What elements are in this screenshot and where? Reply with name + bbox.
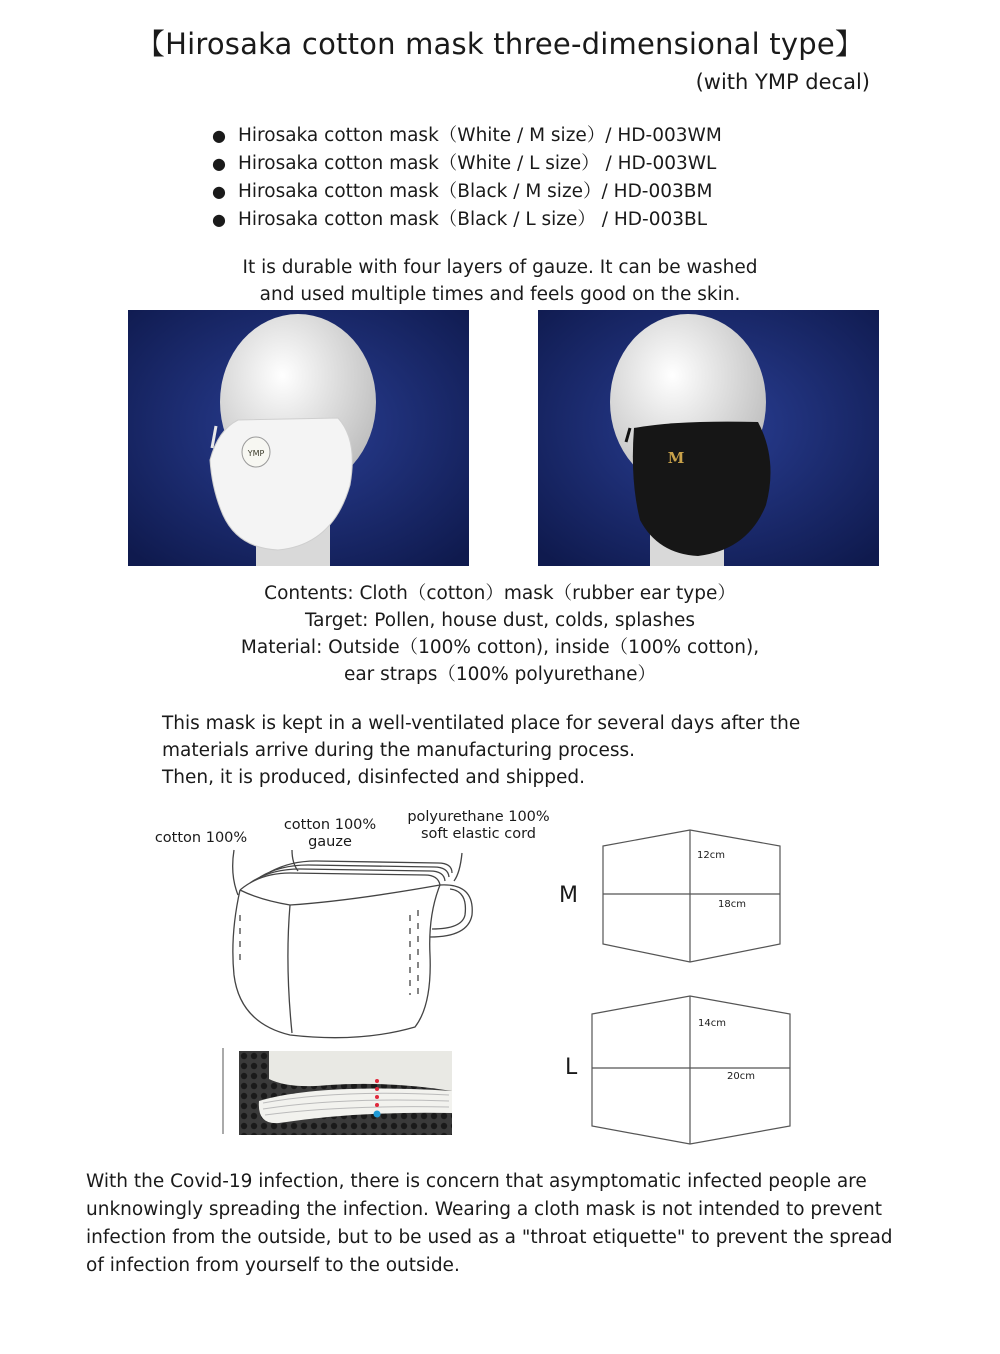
label-cord-line2: soft elastic cord (420, 826, 536, 842)
bullet-icon: ● (212, 182, 226, 201)
notice-line: This mask is kept in a well-ventilated place for several days after the (162, 713, 801, 734)
size-l-pattern (586, 992, 798, 1147)
intro-line: It is durable with four layers of gauze. It can be washed (242, 257, 758, 278)
layer-dot (374, 1111, 381, 1118)
product-text: Hirosaka cotton mask（White / L size） / HD-003WL (238, 153, 717, 174)
label-cord-line1: polyurethane 100% (407, 809, 550, 825)
layer-dot (375, 1087, 379, 1091)
layer-cross-section-photo (239, 1051, 452, 1135)
product-item (212, 178, 722, 206)
mask-line-diagram (200, 845, 490, 1045)
spec-line: ear straps（100% polyurethane） (343, 664, 657, 685)
white-mask-photo (128, 310, 469, 566)
size-m-width: 18cm (718, 899, 746, 910)
intro-text (0, 254, 1000, 308)
size-l-letter: L (565, 1055, 578, 1080)
size-m-letter: M (559, 883, 578, 908)
label-elastic-cord (396, 809, 561, 843)
product-text: Hirosaka cotton mask（White / M size）/ HD-003WM (238, 125, 722, 146)
layer-dot (375, 1079, 379, 1083)
footer-line: unknowingly spreading the infection. Wearing a cloth mask is not intended to prevent (86, 1199, 883, 1220)
m-decal: M (667, 449, 685, 467)
product-item (212, 122, 722, 150)
covid-notice (86, 1168, 986, 1280)
size-m-height: 12cm (697, 850, 725, 861)
product-text: Hirosaka cotton mask（Black / M size）/ HD-003BM (238, 181, 713, 202)
layer-dot (375, 1103, 379, 1107)
size-l-width: 20cm (727, 1071, 755, 1082)
label-inner-cotton-line1: cotton 100% (283, 817, 377, 833)
bullet-icon: ● (212, 154, 226, 173)
spec-line: Material: Outside（100% cotton), inside（100% cotton), (240, 637, 760, 658)
product-list (212, 122, 722, 234)
divider-line (222, 1048, 224, 1134)
product-item (212, 150, 722, 178)
footer-line: With the Covid-19 infection, there is concern that asymptomatic infected people are (86, 1171, 867, 1192)
layer-dot (375, 1095, 379, 1099)
manufacturing-notice (162, 710, 800, 791)
footer-line: infection from the outside, but to be used as a "throat etiquette" to prevent the spread (86, 1227, 893, 1248)
ymp-decal: YMP (247, 449, 265, 458)
black-mask-photo (538, 310, 879, 566)
footer-line: of infection from yourself to the outside. (86, 1255, 460, 1276)
spec-line: Contents: Cloth（cotton）mask（rubber ear type） (264, 583, 736, 604)
notice-line: Then, it is produced, disinfected and shipped. (162, 767, 586, 788)
page-subtitle: (with YMP decal) (695, 70, 870, 94)
intro-line: and used multiple times and feels good on the skin. (259, 284, 741, 305)
product-item (212, 206, 722, 234)
size-l-height: 14cm (698, 1018, 726, 1029)
product-text: Hirosaka cotton mask（Black / L size） / HD-003BL (238, 209, 708, 230)
specs-text (0, 580, 1000, 688)
page-title: 【Hirosaka cotton mask three-dimensional type】 (135, 27, 865, 61)
size-m-pattern (595, 826, 790, 966)
bullet-icon: ● (212, 126, 226, 145)
label-outer-cotton: cotton 100% (154, 830, 248, 846)
notice-line: materials arrive during the manufacturing process. (162, 740, 635, 761)
label-inner-cotton-line2: gauze (308, 834, 352, 850)
bullet-icon: ● (212, 210, 226, 229)
spec-line: Target: Pollen, house dust, colds, splashes (304, 610, 696, 631)
